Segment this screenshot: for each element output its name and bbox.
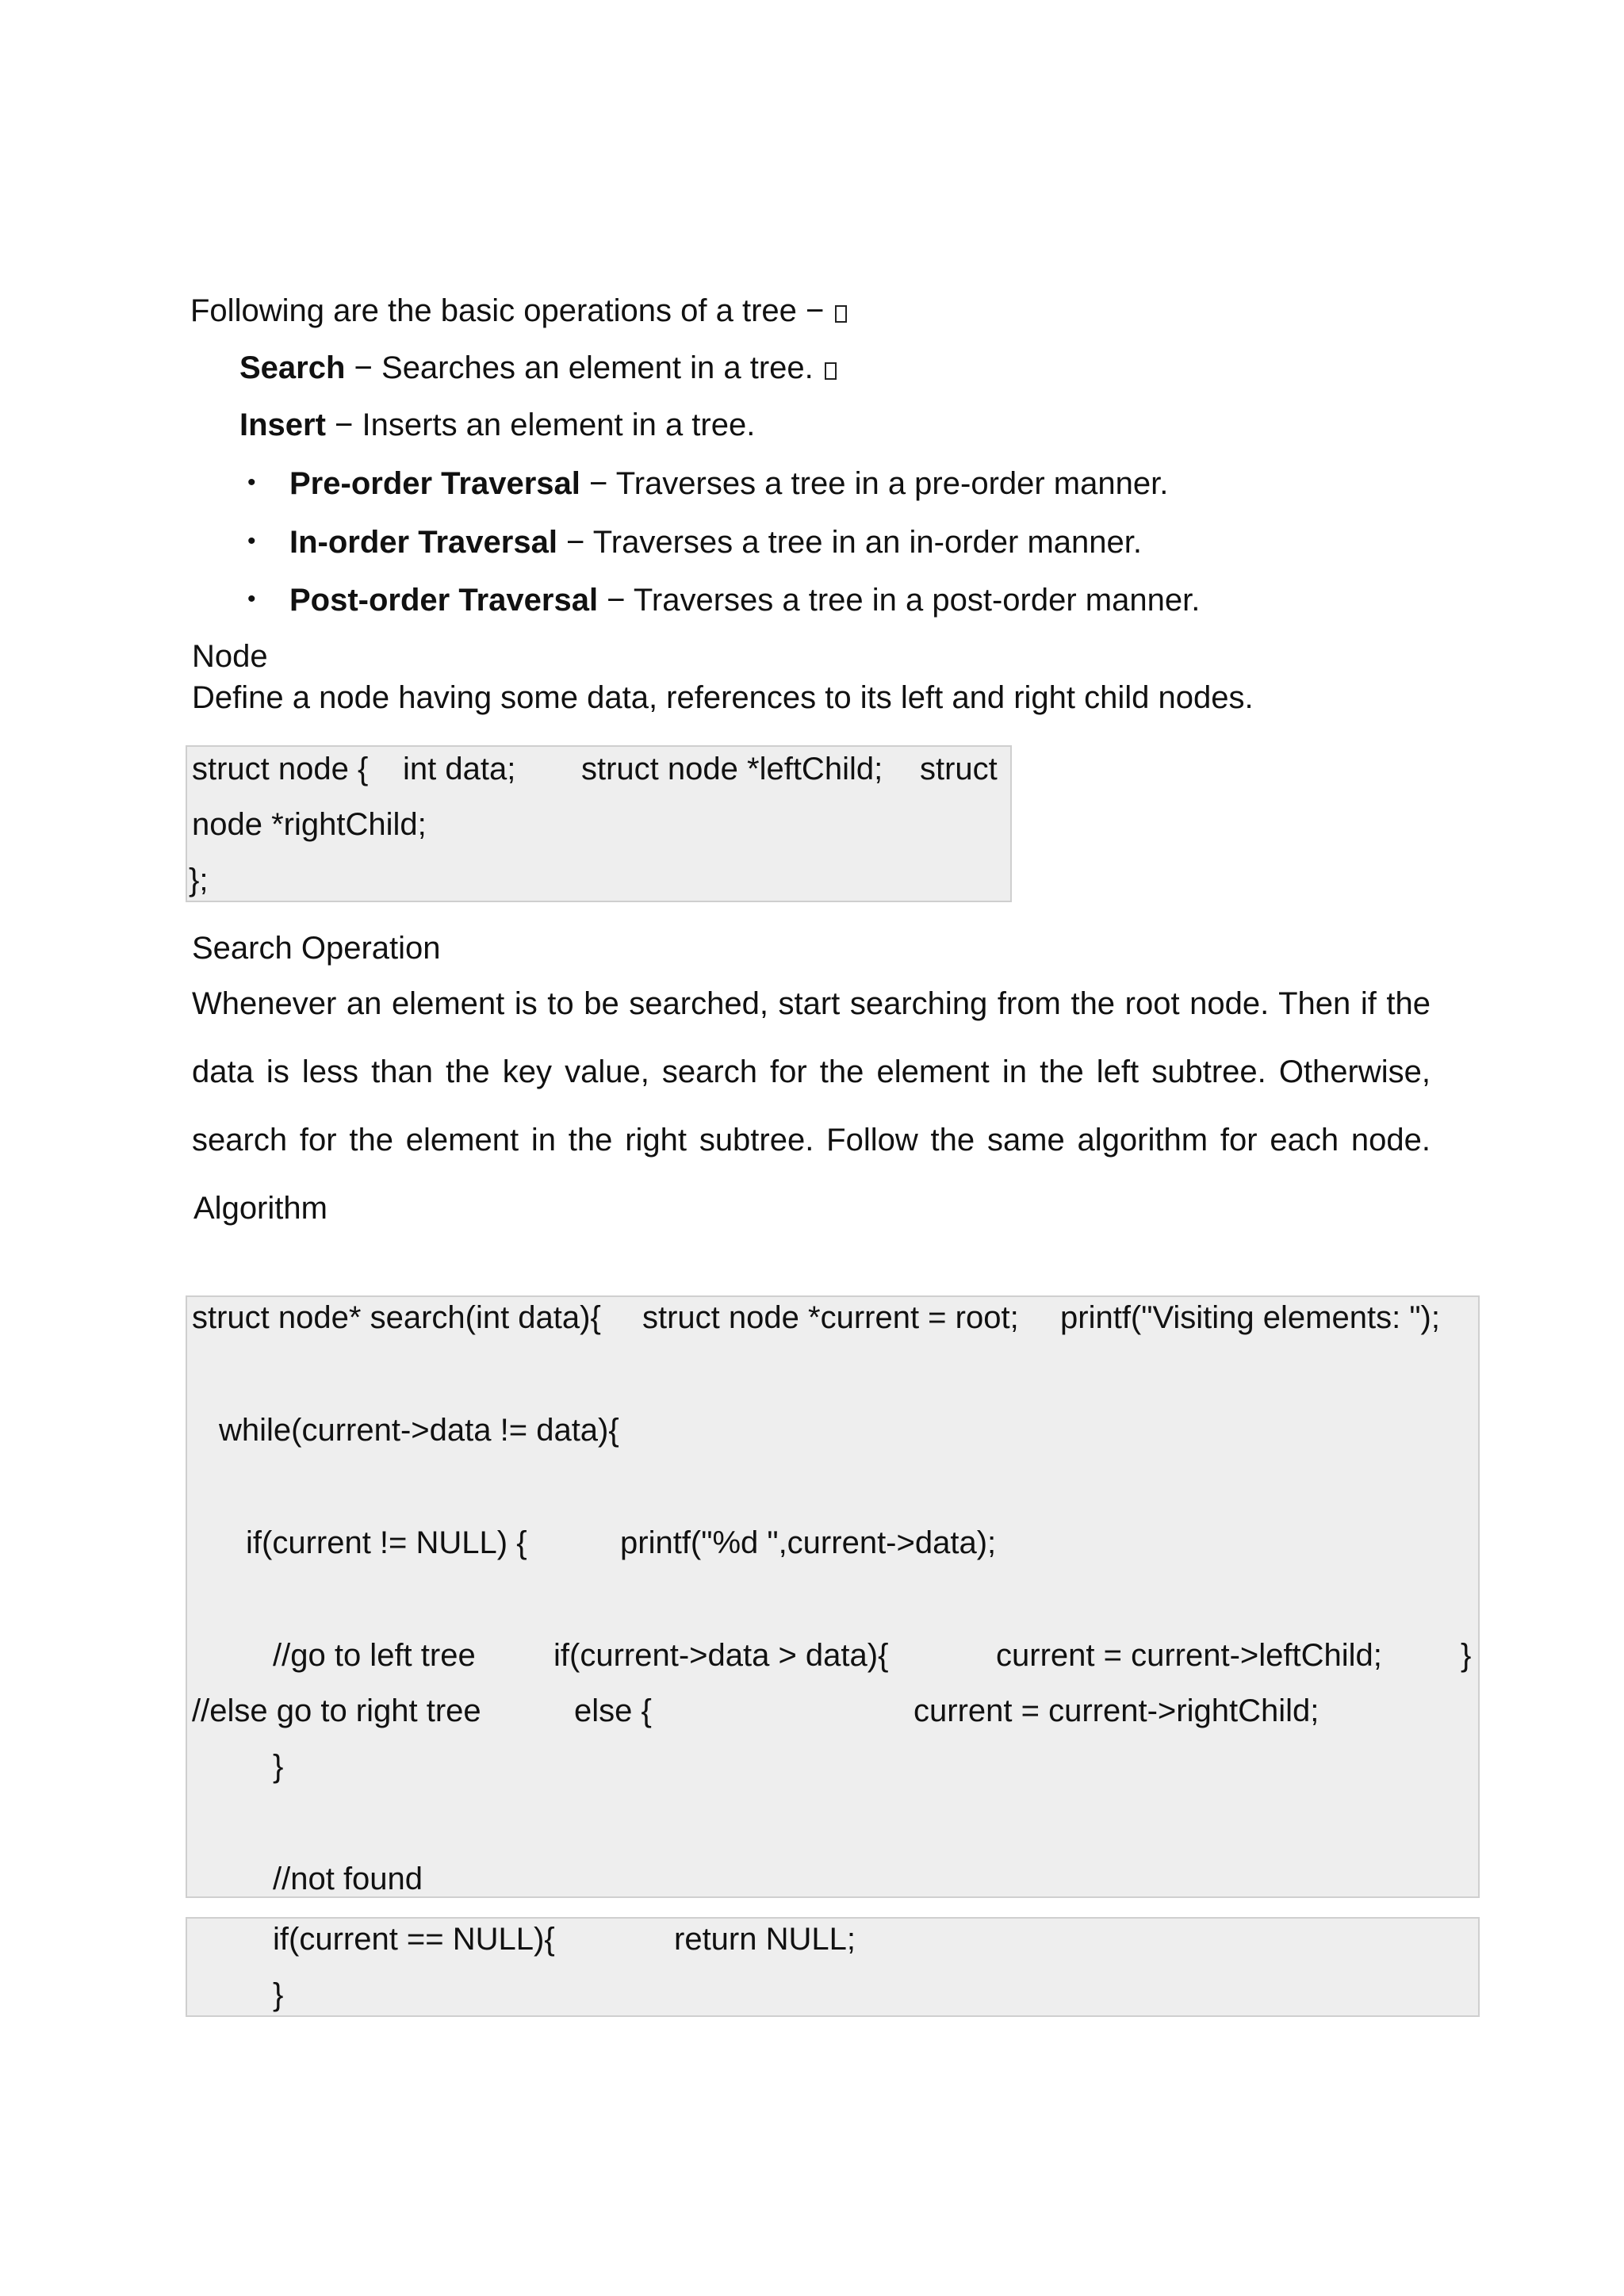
op-desc: − Searches an element in a tree. <box>345 350 814 385</box>
code-text: //go to left tree <box>273 1638 476 1673</box>
intro-label: Following are the basic operations of a tree − <box>190 293 825 328</box>
code-text: printf("%d ",current->data); <box>620 1525 997 1560</box>
op-desc: − Traverses a tree in a post-order manner. <box>598 583 1201 618</box>
intro-text <box>190 295 847 327</box>
code-text: if(current != NULL) { <box>246 1525 527 1560</box>
bullet-icon: • <box>247 469 256 496</box>
code-text: //not found <box>273 1862 423 1896</box>
node-heading: Node <box>192 639 268 674</box>
code-text: struct node* search(int data){ <box>192 1300 601 1335</box>
list-item-preorder <box>289 468 1168 499</box>
code-text: while(current->data != data){ <box>219 1413 619 1448</box>
code-text: return NULL; <box>674 1922 856 1957</box>
code-text: current = current->rightChild; <box>914 1693 1320 1728</box>
list-item-search <box>239 352 837 384</box>
code-text: } <box>273 1749 284 1784</box>
search-paragraph-line: Whenever an element is to be searched, start searching from the root node. Then if the <box>192 986 1431 1021</box>
bullet-icon: • <box>247 586 256 612</box>
op-term: Search <box>239 350 346 385</box>
node-description: Define a node having some data, references to its left and right child nodes. <box>192 680 1254 715</box>
code-text: struct node *leftChild; <box>581 752 883 786</box>
code-text: if(current == NULL){ <box>273 1922 555 1957</box>
code-text: node *rightChild; <box>192 807 427 842</box>
code-text: struct node { <box>192 752 369 786</box>
code-text: }; <box>189 863 209 897</box>
code-text: current = current->leftChild; <box>996 1638 1382 1673</box>
code-text: if(current->data > data){ <box>553 1638 889 1673</box>
code-text: } <box>273 1977 284 2012</box>
missing-glyph-icon <box>825 362 837 380</box>
op-term: Insert <box>239 408 326 442</box>
search-paragraph-line: search for the element in the right subtree. Follow the same algorithm for each node. <box>192 1123 1431 1158</box>
search-paragraph-line: data is less than the key value, search for the element in the left subtree. Otherwise, <box>192 1054 1431 1089</box>
code-text: struct <box>920 752 998 786</box>
op-term: Pre-order Traversal <box>289 466 580 501</box>
op-desc: − Inserts an element in a tree. <box>325 408 756 442</box>
list-item-insert <box>239 409 755 441</box>
code-text: printf("Visiting elements: "); <box>1060 1300 1440 1335</box>
code-text: //else go to right tree <box>192 1693 481 1728</box>
op-term: Post-order Traversal <box>289 583 599 618</box>
list-item-inorder <box>289 526 1142 558</box>
op-desc: − Traverses a tree in a pre-order manner. <box>580 466 1169 501</box>
list-item-postorder <box>289 584 1200 616</box>
search-heading: Search Operation <box>192 931 441 966</box>
search-code-block <box>186 1295 1480 1898</box>
code-text: } <box>1461 1638 1472 1673</box>
code-text: else { <box>574 1693 652 1728</box>
code-text: int data; <box>403 752 516 786</box>
op-desc: − Traverses a tree in an in-order manner. <box>557 525 1142 560</box>
op-term: In-order Traversal <box>289 525 557 560</box>
missing-glyph-icon <box>835 305 847 323</box>
algorithm-label: Algorithm <box>193 1191 327 1226</box>
bullet-icon: • <box>247 528 256 554</box>
code-text: struct node *current = root; <box>642 1300 1019 1335</box>
